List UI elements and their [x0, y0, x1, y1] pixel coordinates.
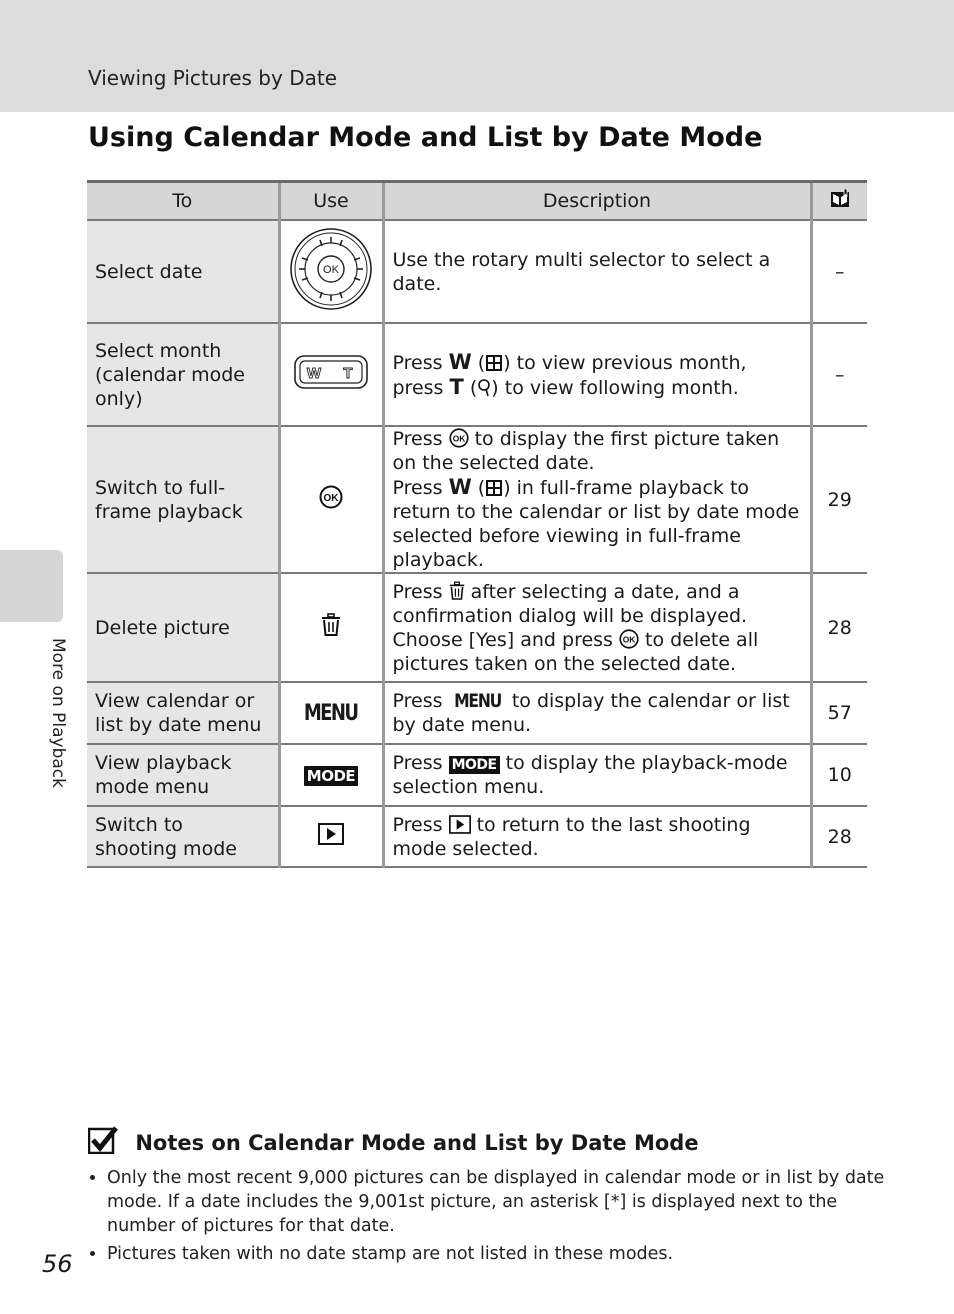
row-to: View playback mode menu: [87, 744, 279, 806]
row-page: 10: [811, 744, 867, 806]
table-row: [87, 744, 867, 806]
side-tab: [0, 550, 63, 622]
controls-table: [87, 180, 867, 868]
row-page: –: [811, 323, 867, 426]
row-description: Press W ( ) to view previous month, press T ( ) to view following month.: [383, 323, 811, 426]
row-to: Select date: [87, 220, 279, 323]
menu-button-icon: MENU: [304, 700, 358, 726]
trash-button-icon: [449, 581, 465, 601]
svg-text:OK: OK: [622, 633, 636, 644]
menu-button-icon: MENU: [453, 690, 501, 712]
row-to: Select month (calendar mode only): [87, 323, 279, 426]
ok-button-icon: [619, 629, 639, 649]
mode-button-icon: MODE: [449, 756, 500, 774]
zoom-control-icon: [294, 355, 368, 389]
list-item: • Pictures taken with no date stamp are not listed in these modes.: [107, 1242, 887, 1266]
row-description: Use the rotary multi selector to select a date.: [383, 220, 811, 323]
header-description: Description: [383, 182, 811, 221]
header-to: To: [87, 182, 279, 221]
table-row: [87, 323, 867, 426]
side-tab-label: More on Playback: [48, 638, 68, 788]
header-use: Use: [279, 182, 383, 221]
table-header-row: [87, 182, 867, 221]
header-band: [0, 0, 954, 112]
row-to: Switch to full-frame playback: [87, 426, 279, 573]
row-description: Press MODE to display the playback-mode selection menu.: [383, 744, 811, 806]
zoom-w-label: W: [306, 365, 322, 382]
section-header: Viewing Pictures by Date: [88, 66, 337, 90]
thumbnail-icon: [485, 479, 503, 497]
notes-list: [88, 1166, 887, 1270]
row-use: [279, 573, 383, 682]
row-use: [279, 744, 383, 806]
svg-text:OK: OK: [323, 493, 339, 504]
row-to: Delete picture: [87, 573, 279, 682]
mode-button-icon: MODE: [304, 766, 358, 786]
row-to: Switch to shooting mode: [87, 806, 279, 867]
table-row: [87, 573, 867, 682]
check-note-icon: [88, 1126, 118, 1154]
thumbnail-icon: [485, 354, 503, 372]
row-page: 29: [811, 426, 867, 573]
row-use: [279, 323, 383, 426]
row-page: –: [811, 220, 867, 323]
svg-text:OK: OK: [452, 433, 465, 444]
zoom-magnifier-icon: [477, 379, 491, 397]
table-row: [87, 682, 867, 744]
row-use: [279, 806, 383, 867]
playback-button-icon: [449, 815, 471, 834]
row-use: [279, 220, 383, 323]
row-use: [279, 682, 383, 744]
list-item: • Only the most recent 9,000 pictures can be displayed in calendar mode or in list by date mode. If a date includes the 9,001st picture, an asterisk [*] is displayed next to the number of pictures for that date.: [107, 1166, 887, 1238]
ok-button-icon: [319, 485, 343, 509]
table-row: [87, 220, 867, 323]
page-number: 56: [42, 1250, 73, 1278]
table-row: [87, 426, 867, 573]
table-row: [87, 806, 867, 867]
row-to: View calendar or list by date menu: [87, 682, 279, 744]
playback-button-icon: [318, 823, 344, 845]
row-use: [279, 426, 383, 573]
header-page: [811, 182, 867, 221]
notes-heading: [88, 1126, 699, 1155]
row-description: Press MENU to display the calendar or list by date menu.: [383, 682, 811, 744]
notes-heading-text: Notes on Calendar Mode and List by Date Mode: [135, 1131, 699, 1155]
row-description: Press to return to the last shooting mode selected.: [383, 806, 811, 867]
row-page: 57: [811, 682, 867, 744]
page-reference-icon: [830, 189, 850, 209]
ok-button-icon: [449, 428, 469, 448]
row-page: 28: [811, 573, 867, 682]
rotary-multi-selector-icon: [289, 227, 373, 311]
row-description: Press after selecting a date, and a confirmation dialog will be displayed. Choose [Yes] and press OK to delete all pictures taken on the selected date.: [383, 573, 811, 682]
page-title: Using Calendar Mode and List by Date Mode: [88, 122, 763, 153]
row-page: 28: [811, 806, 867, 867]
trash-button-icon: [321, 613, 341, 637]
row-description: Press OK to display the first picture taken on the selected date. Press W ( ) in full-frame playback to return to the calendar or list by date mode selected before viewing in full-frame playback.: [383, 426, 811, 573]
ok-label: OK: [323, 264, 339, 276]
zoom-t-label: T: [343, 365, 353, 382]
